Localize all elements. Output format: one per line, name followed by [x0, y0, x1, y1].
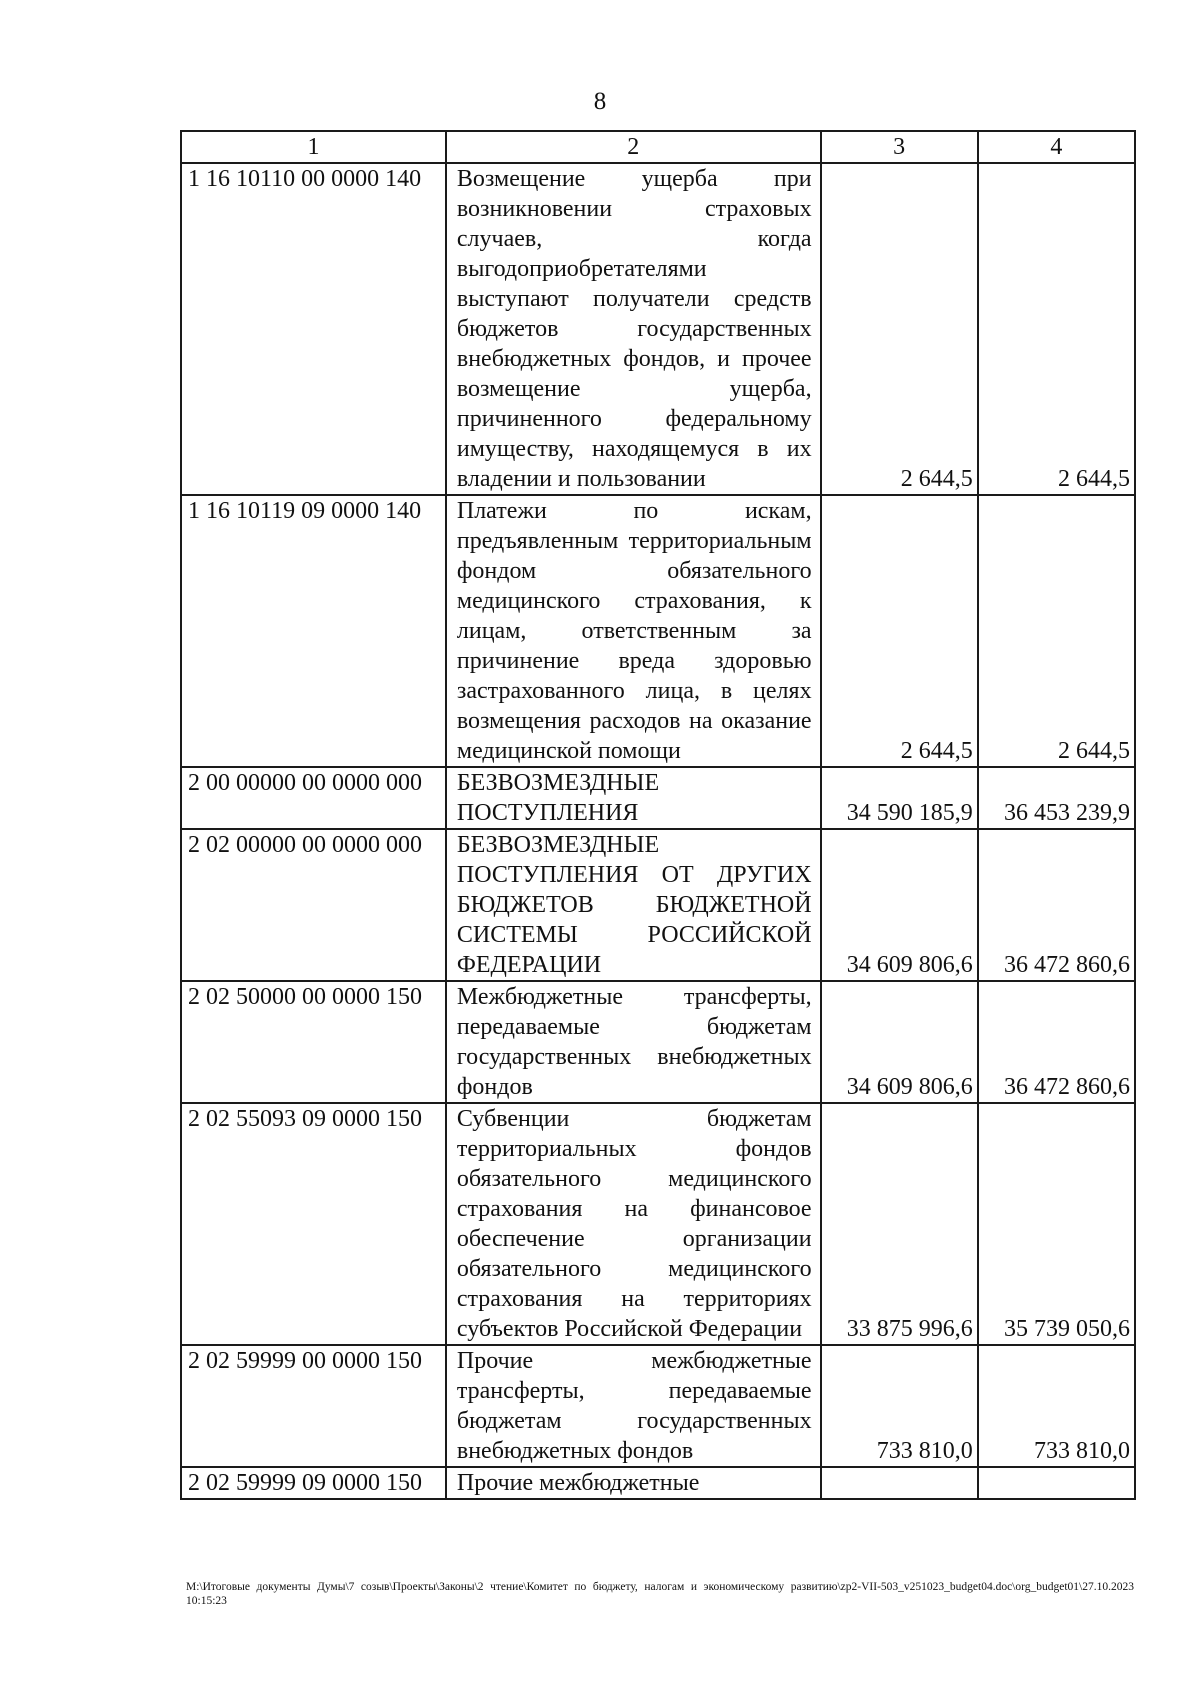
document-path-footer: M:\Итоговые документы Думы\7 созыв\Проекты\Законы\2 чтение\Комитет по бюджету, налогам и экономическому развитию\zp2-VII-503_v251023_budget04.doc\org_budget01\27.10.2023 10:15:23 — [186, 1581, 1134, 1607]
amount-col4: 36 453 239,9 — [978, 767, 1135, 829]
column-header-4: 4 — [978, 131, 1135, 163]
amount-col4: 35 739 050,6 — [978, 1103, 1135, 1345]
budget-code: 2 00 00000 00 0000 000 — [181, 767, 446, 829]
table-row — [181, 163, 1135, 495]
amount-col3: 2 644,5 — [821, 163, 978, 495]
budget-code: 2 02 59999 00 0000 150 — [181, 1345, 446, 1467]
amount-col3: 733 810,0 — [821, 1345, 978, 1467]
column-header-2: 2 — [446, 131, 821, 163]
income-name: Субвенции бюджетам территориальных фондов обязательного медицинского страхования на финансовое обеспечение организации обязательного медицинского страхования на территориях субъектов Российской Федерации — [446, 1103, 821, 1345]
amount-col3: 33 875 996,6 — [821, 1103, 978, 1345]
budget-code: 2 02 50000 00 0000 150 — [181, 981, 446, 1103]
income-name: Прочие межбюджетные трансферты, передаваемые бюджетам государственных внебюджетных фондов — [446, 1345, 821, 1467]
table-row — [181, 829, 1135, 981]
amount-col4: 2 644,5 — [978, 163, 1135, 495]
budget-table — [180, 130, 1136, 1500]
amount-col3: 34 609 806,6 — [821, 981, 978, 1103]
table-row — [181, 767, 1135, 829]
amount-col3: 2 644,5 — [821, 495, 978, 767]
amount-col3: 34 590 185,9 — [821, 767, 978, 829]
page-number: 8 — [593, 88, 607, 115]
amount-col3 — [821, 1467, 978, 1499]
table-header-row — [181, 131, 1135, 163]
amount-col4: 733 810,0 — [978, 1345, 1135, 1467]
income-name: Возмещение ущерба при возникновении страховых случаев, когда выгодоприобретателями выступают получатели средств бюджетов государственных внебюджетных фондов, и прочее возмещение ущерба, причиненного федеральному имуществу, находящемуся в их владении и пользовании — [446, 163, 821, 495]
budget-code: 2 02 59999 09 0000 150 — [181, 1467, 446, 1499]
budget-code: 2 02 55093 09 0000 150 — [181, 1103, 446, 1345]
income-name: БЕЗВОЗМЕЗДНЫЕ ПОСТУПЛЕНИЯ — [446, 767, 821, 829]
amount-col4: 36 472 860,6 — [978, 829, 1135, 981]
budget-code: 2 02 00000 00 0000 000 — [181, 829, 446, 981]
budget-code: 1 16 10110 00 0000 140 — [181, 163, 446, 495]
table-row — [181, 495, 1135, 767]
amount-col4: 2 644,5 — [978, 495, 1135, 767]
income-name: Прочие межбюджетные — [446, 1467, 821, 1499]
table-row — [181, 1345, 1135, 1467]
income-name: Платежи по искам, предъявленным территориальным фондом обязательного медицинского страхования, к лицам, ответственным за причинение вреда здоровью застрахованного лица, в целях возмещения расходов на оказание медицинской помощи — [446, 495, 821, 767]
income-name: БЕЗВОЗМЕЗДНЫЕ ПОСТУПЛЕНИЯ ОТ ДРУГИХ БЮДЖЕТОВ БЮДЖЕТНОЙ СИСТЕМЫ РОССИЙСКОЙ ФЕДЕРАЦИИ — [446, 829, 821, 981]
amount-col4: 36 472 860,6 — [978, 981, 1135, 1103]
amount-col4 — [978, 1467, 1135, 1499]
budget-code: 1 16 10119 09 0000 140 — [181, 495, 446, 767]
table-row — [181, 981, 1135, 1103]
table-row — [181, 1467, 1135, 1499]
income-name: Межбюджетные трансферты, передаваемые бюджетам государственных внебюджетных фондов — [446, 981, 821, 1103]
table-row — [181, 1103, 1135, 1345]
column-header-3: 3 — [821, 131, 978, 163]
column-header-1: 1 — [181, 131, 446, 163]
amount-col3: 34 609 806,6 — [821, 829, 978, 981]
